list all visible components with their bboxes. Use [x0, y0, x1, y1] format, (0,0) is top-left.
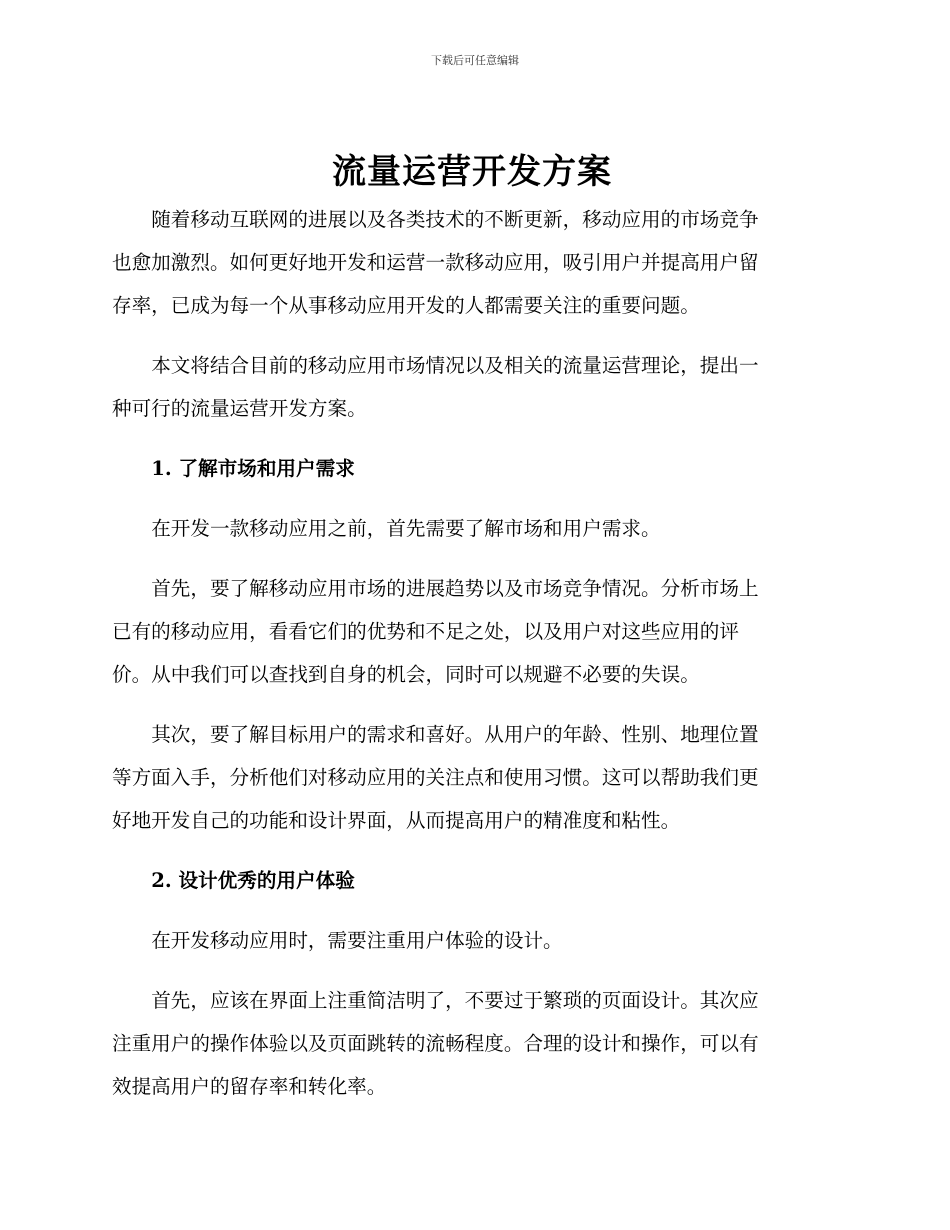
paragraph-2-design: 首先，应该在界面上注重简洁明了，不要过于繁琐的页面设计。其次应 注重用户的操作体验以及页面跳转的流畅程度。合理的设计和操作，可以有 效提高用户的留存率和转化率。: [112, 989, 759, 1098]
paragraph-intro: 随着移动互联网的进展以及各类技术的不断更新，移动应用的市场竞争 也愈加激烈。如何更好地开发和运营一款移动应用，吸引用户并提高用户留 存率，已成为每一个从事移动应用开发的人都需要关注的重要问题。: [112, 208, 759, 317]
paragraph-1-users: 其次，要了解目标用户的需求和喜好。从用户的年龄、性别、地理位置 等方面入手，分析他们对移动应用的关注点和使用习惯。这可以帮助我们更 好地开发自己的功能和设计界面，从而提高用户的精准度和粘性。: [112, 723, 759, 832]
document-title: 流量运营开发方案: [332, 152, 612, 192]
section-heading-1: 1. 了解市场和用户需求: [151, 457, 355, 480]
paragraph-1-intro: 在开发一款移动应用之前，首先需要了解市场和用户需求。: [151, 517, 661, 540]
paragraph-2-intro: 在开发移动应用时，需要注重用户体验的设计。: [151, 929, 563, 952]
paragraph-1-market: 首先，要了解移动应用市场的进展趋势以及市场竞争情况。分析市场上 已有的移动应用，看看它们的优势和不足之处，以及用户对这些应用的评 价。从中我们可以查找到自身的机会，同时可以规避不必要的失误。: [112, 577, 759, 686]
paragraph-purpose: 本文将结合目前的移动应用市场情况以及相关的流量运营理论，提出一 种可行的流量运营开发方案。: [112, 354, 759, 420]
document-body: [112, 150, 832, 1108]
section-heading-2: 2. 设计优秀的用户体验: [151, 869, 355, 892]
page-header: 下载后可任意编辑: [431, 54, 519, 67]
